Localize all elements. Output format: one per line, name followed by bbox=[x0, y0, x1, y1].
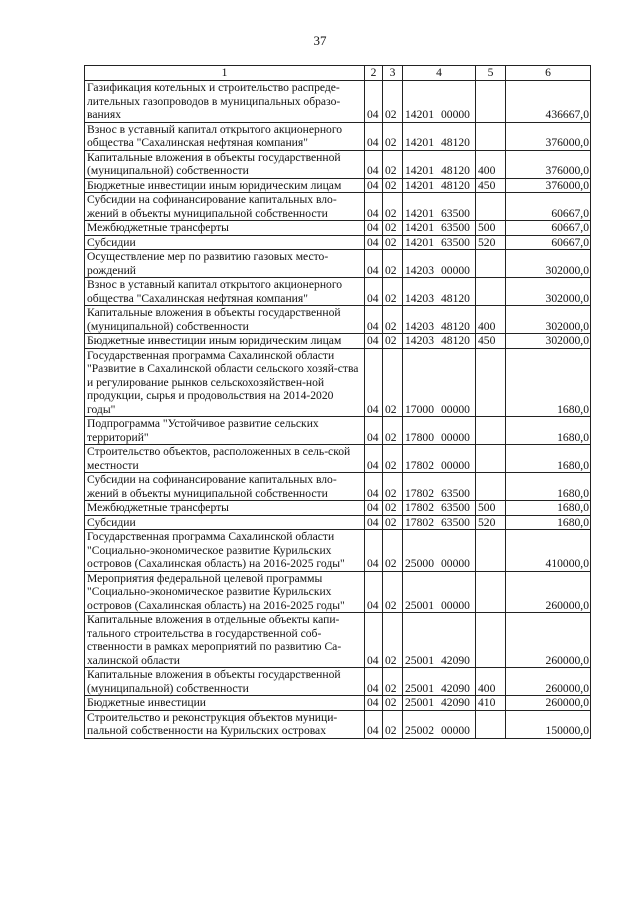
table-row bbox=[85, 613, 591, 668]
row-expense-type bbox=[476, 445, 506, 473]
row-section: 04 bbox=[365, 178, 383, 193]
row-name: Мероприятия федеральной целевой программы "Социально-экономическое развитие Курильских островов (Сахалинская область) на 2016-2025 годы" bbox=[85, 571, 365, 613]
table-row bbox=[85, 193, 591, 221]
row-section: 04 bbox=[365, 530, 383, 572]
table-row bbox=[85, 250, 591, 278]
row-target-article bbox=[403, 278, 476, 306]
row-name: Бюджетные инвестиции bbox=[85, 696, 365, 711]
row-section: 04 bbox=[365, 250, 383, 278]
table-row bbox=[85, 178, 591, 193]
row-subsection: 02 bbox=[383, 348, 403, 417]
table-header-row bbox=[85, 66, 591, 81]
row-subsection: 02 bbox=[383, 710, 403, 738]
row-section: 04 bbox=[365, 417, 383, 445]
target-article-part1: 14203 bbox=[405, 319, 434, 333]
table-row bbox=[85, 278, 591, 306]
row-amount: 302000,0 bbox=[506, 334, 591, 349]
row-amount: 60667,0 bbox=[506, 235, 591, 250]
row-expense-type bbox=[476, 530, 506, 572]
row-expense-type bbox=[476, 613, 506, 668]
table-row bbox=[85, 348, 591, 417]
row-expense-type: 410 bbox=[476, 696, 506, 711]
row-name: Подпрограмма "Устойчивое развитие сельских территорий" bbox=[85, 417, 365, 445]
table-row bbox=[85, 334, 591, 349]
row-name: Государственная программа Сахалинской области "Развитие в Сахалинской области сельского хозяй-ства и регулирование рынков сельскохозяйствен-ной продукции, сырья и продовольствия на 2014-2020 годы" bbox=[85, 348, 365, 417]
row-name: Субсидии на софинансирование капитальных вло-жений в объекты муниципальной собственности bbox=[85, 193, 365, 221]
target-article-part2: 63500 bbox=[440, 206, 470, 220]
row-target-article bbox=[403, 515, 476, 530]
row-name: Газификация котельных и строительство распреде-лительных газопроводов в муниципальных образо-ваниях bbox=[85, 81, 365, 123]
target-article-part2: 00000 bbox=[440, 598, 470, 612]
row-amount: 260000,0 bbox=[506, 668, 591, 696]
row-section: 04 bbox=[365, 571, 383, 613]
table-row bbox=[85, 571, 591, 613]
target-article-part1: 14201 bbox=[405, 221, 434, 234]
row-name: Межбюджетные трансферты bbox=[85, 501, 365, 516]
target-article-part1: 14201 bbox=[405, 164, 434, 177]
row-amount: 1680,0 bbox=[506, 445, 591, 473]
row-section: 04 bbox=[365, 235, 383, 250]
target-article-part1: 25002 bbox=[405, 724, 434, 737]
row-expense-type bbox=[476, 417, 506, 445]
row-section: 04 bbox=[365, 150, 383, 178]
row-target-article bbox=[403, 710, 476, 738]
row-target-article bbox=[403, 122, 476, 150]
row-expense-type bbox=[476, 710, 506, 738]
target-article-part2: 00000 bbox=[440, 458, 470, 472]
row-amount: 302000,0 bbox=[506, 306, 591, 334]
target-article-part2: 00000 bbox=[440, 557, 470, 570]
page-number: 37 bbox=[313, 33, 327, 48]
row-subsection: 02 bbox=[383, 178, 403, 193]
target-article-part1: 14201 bbox=[405, 206, 434, 220]
row-expense-type: 520 bbox=[476, 515, 506, 530]
target-article-part2: 00000 bbox=[440, 724, 470, 737]
table-row bbox=[85, 150, 591, 178]
row-subsection: 02 bbox=[383, 81, 403, 123]
target-article-part2: 00000 bbox=[440, 108, 470, 121]
row-name: Капитальные вложения в отдельные объекты капи-тального строительства в государственной соб-ственности в рамках мероприятий по развитию Са-халинской области bbox=[85, 613, 365, 668]
row-amount: 376000,0 bbox=[506, 178, 591, 193]
row-subsection: 02 bbox=[383, 150, 403, 178]
row-subsection: 02 bbox=[383, 193, 403, 221]
row-section: 04 bbox=[365, 473, 383, 501]
target-article-part1: 14201 bbox=[405, 136, 434, 149]
target-article-part2: 48120 bbox=[440, 291, 470, 305]
target-article-part2: 63500 bbox=[440, 501, 470, 514]
row-target-article bbox=[403, 235, 476, 250]
row-target-article bbox=[403, 571, 476, 613]
row-name: Капитальные вложения в объекты государственной (муниципальной) собственности bbox=[85, 150, 365, 178]
target-article-part2: 63500 bbox=[440, 515, 470, 529]
row-section: 04 bbox=[365, 613, 383, 668]
target-article-part1: 14201 bbox=[405, 108, 434, 121]
row-target-article bbox=[403, 178, 476, 193]
target-article-part2: 48120 bbox=[440, 334, 470, 347]
row-subsection: 02 bbox=[383, 696, 403, 711]
target-article-part2: 42090 bbox=[440, 696, 470, 709]
row-section: 04 bbox=[365, 278, 383, 306]
table-row bbox=[85, 501, 591, 516]
row-name: Взнос в уставный капитал открытого акционерного общества "Сахалинская нефтяная компания" bbox=[85, 122, 365, 150]
target-article-part1: 17802 bbox=[405, 486, 434, 500]
header-col-2: 2 bbox=[365, 66, 383, 81]
row-amount: 260000,0 bbox=[506, 613, 591, 668]
row-subsection: 02 bbox=[383, 571, 403, 613]
target-article-part1: 14203 bbox=[405, 334, 434, 347]
target-article-part2: 42090 bbox=[440, 653, 470, 667]
target-article-part1: 14203 bbox=[405, 263, 434, 277]
row-expense-type: 450 bbox=[476, 178, 506, 193]
target-article-part1: 17000 bbox=[405, 402, 434, 416]
row-expense-type: 500 bbox=[476, 501, 506, 516]
row-target-article bbox=[403, 81, 476, 123]
target-article-part2: 63500 bbox=[440, 221, 470, 234]
row-amount: 260000,0 bbox=[506, 696, 591, 711]
row-expense-type bbox=[476, 122, 506, 150]
row-expense-type: 400 bbox=[476, 668, 506, 696]
row-amount: 1680,0 bbox=[506, 501, 591, 516]
row-subsection: 02 bbox=[383, 445, 403, 473]
row-name: Субсидии bbox=[85, 235, 365, 250]
row-amount: 150000,0 bbox=[506, 710, 591, 738]
row-target-article bbox=[403, 501, 476, 516]
row-amount: 1680,0 bbox=[506, 348, 591, 417]
row-subsection: 02 bbox=[383, 613, 403, 668]
row-target-article bbox=[403, 696, 476, 711]
target-article-part1: 25001 bbox=[405, 696, 434, 709]
row-section: 04 bbox=[365, 696, 383, 711]
row-name: Строительство объектов, расположенных в сель-ской местности bbox=[85, 445, 365, 473]
row-name: Бюджетные инвестиции иным юридическим лицам bbox=[85, 334, 365, 349]
table-row bbox=[85, 122, 591, 150]
row-amount: 436667,0 bbox=[506, 81, 591, 123]
row-subsection: 02 bbox=[383, 250, 403, 278]
row-target-article bbox=[403, 417, 476, 445]
row-target-article bbox=[403, 445, 476, 473]
table-row bbox=[85, 515, 591, 530]
row-amount: 1680,0 bbox=[506, 473, 591, 501]
row-subsection: 02 bbox=[383, 417, 403, 445]
row-subsection: 02 bbox=[383, 306, 403, 334]
table-row bbox=[85, 235, 591, 250]
table-row bbox=[85, 306, 591, 334]
row-expense-type bbox=[476, 278, 506, 306]
target-article-part2: 48120 bbox=[440, 178, 470, 192]
row-section: 04 bbox=[365, 501, 383, 516]
target-article-part2: 00000 bbox=[440, 430, 470, 444]
target-article-part2: 63500 bbox=[440, 235, 470, 249]
target-article-part1: 25001 bbox=[405, 681, 434, 695]
row-section: 04 bbox=[365, 122, 383, 150]
header-col-5: 5 bbox=[476, 66, 506, 81]
row-expense-type bbox=[476, 250, 506, 278]
table-row bbox=[85, 668, 591, 696]
row-subsection: 02 bbox=[383, 668, 403, 696]
table-row bbox=[85, 445, 591, 473]
row-name: Государственная программа Сахалинской области "Социально-экономическое развитие Курильских островов (Сахалинская область) на 2016-2025 годы" bbox=[85, 530, 365, 572]
row-target-article bbox=[403, 193, 476, 221]
row-target-article bbox=[403, 613, 476, 668]
row-name: Субсидии bbox=[85, 515, 365, 530]
row-target-article bbox=[403, 530, 476, 572]
header-col-1: 1 bbox=[85, 66, 365, 81]
row-section: 04 bbox=[365, 193, 383, 221]
row-amount: 60667,0 bbox=[506, 193, 591, 221]
target-article-part1: 25000 bbox=[405, 557, 434, 570]
target-article-part2: 42090 bbox=[440, 681, 470, 695]
row-name: Капитальные вложения в объекты государственной (муниципальной) собственности bbox=[85, 668, 365, 696]
row-section: 04 bbox=[365, 334, 383, 349]
row-name: Взнос в уставный капитал открытого акционерного общества "Сахалинская нефтяная компания" bbox=[85, 278, 365, 306]
target-article-part2: 00000 bbox=[440, 263, 470, 277]
row-name: Межбюджетные трансферты bbox=[85, 221, 365, 236]
header-col-4: 4 bbox=[403, 66, 476, 81]
table-row bbox=[85, 530, 591, 572]
target-article-part1: 14203 bbox=[405, 291, 434, 305]
target-article-part1: 25001 bbox=[405, 598, 434, 612]
row-amount: 410000,0 bbox=[506, 530, 591, 572]
row-subsection: 02 bbox=[383, 122, 403, 150]
table-body bbox=[85, 81, 591, 739]
table-row bbox=[85, 696, 591, 711]
row-section: 04 bbox=[365, 81, 383, 123]
row-expense-type: 520 bbox=[476, 235, 506, 250]
row-target-article bbox=[403, 306, 476, 334]
table-row bbox=[85, 710, 591, 738]
row-expense-type bbox=[476, 81, 506, 123]
header-col-3: 3 bbox=[383, 66, 403, 81]
table-row bbox=[85, 81, 591, 123]
target-article-part1: 14201 bbox=[405, 178, 434, 192]
row-target-article bbox=[403, 150, 476, 178]
row-subsection: 02 bbox=[383, 334, 403, 349]
target-article-part1: 17800 bbox=[405, 430, 434, 444]
target-article-part2: 48120 bbox=[440, 164, 470, 177]
row-target-article bbox=[403, 348, 476, 417]
budget-table bbox=[84, 65, 591, 739]
row-target-article bbox=[403, 473, 476, 501]
row-section: 04 bbox=[365, 668, 383, 696]
row-expense-type: 400 bbox=[476, 306, 506, 334]
row-expense-type: 400 bbox=[476, 150, 506, 178]
row-expense-type: 450 bbox=[476, 334, 506, 349]
row-amount: 60667,0 bbox=[506, 221, 591, 236]
row-section: 04 bbox=[365, 445, 383, 473]
target-article-part1: 17802 bbox=[405, 515, 434, 529]
row-expense-type: 500 bbox=[476, 221, 506, 236]
row-name: Бюджетные инвестиции иным юридическим лицам bbox=[85, 178, 365, 193]
row-subsection: 02 bbox=[383, 221, 403, 236]
row-expense-type bbox=[476, 473, 506, 501]
row-target-article bbox=[403, 668, 476, 696]
row-amount: 260000,0 bbox=[506, 571, 591, 613]
row-name: Осуществление мер по развитию газовых место-рождений bbox=[85, 250, 365, 278]
row-expense-type bbox=[476, 348, 506, 417]
row-target-article bbox=[403, 221, 476, 236]
table-row bbox=[85, 473, 591, 501]
row-subsection: 02 bbox=[383, 473, 403, 501]
target-article-part1: 25001 bbox=[405, 653, 434, 667]
row-name: Строительство и реконструкция объектов муници-пальной собственности на Курильских островах bbox=[85, 710, 365, 738]
target-article-part2: 63500 bbox=[440, 486, 470, 500]
row-amount: 376000,0 bbox=[506, 150, 591, 178]
row-section: 04 bbox=[365, 306, 383, 334]
row-amount: 1680,0 bbox=[506, 417, 591, 445]
target-article-part2: 48120 bbox=[440, 136, 470, 149]
row-target-article bbox=[403, 250, 476, 278]
header-col-6: 6 bbox=[506, 66, 591, 81]
row-amount: 376000,0 bbox=[506, 122, 591, 150]
target-article-part1: 17802 bbox=[405, 458, 434, 472]
target-article-part1: 17802 bbox=[405, 501, 434, 514]
row-expense-type bbox=[476, 193, 506, 221]
table-row bbox=[85, 417, 591, 445]
row-amount: 1680,0 bbox=[506, 515, 591, 530]
target-article-part2: 48120 bbox=[440, 319, 470, 333]
row-name: Субсидии на софинансирование капитальных вло-жений в объекты муниципальной собственности bbox=[85, 473, 365, 501]
row-amount: 302000,0 bbox=[506, 250, 591, 278]
row-section: 04 bbox=[365, 515, 383, 530]
row-section: 04 bbox=[365, 221, 383, 236]
target-article-part2: 00000 bbox=[440, 402, 470, 416]
row-subsection: 02 bbox=[383, 530, 403, 572]
row-subsection: 02 bbox=[383, 235, 403, 250]
row-subsection: 02 bbox=[383, 278, 403, 306]
row-target-article bbox=[403, 334, 476, 349]
target-article-part1: 14201 bbox=[405, 235, 434, 249]
row-subsection: 02 bbox=[383, 515, 403, 530]
row-expense-type bbox=[476, 571, 506, 613]
row-subsection: 02 bbox=[383, 501, 403, 516]
row-amount: 302000,0 bbox=[506, 278, 591, 306]
row-section: 04 bbox=[365, 348, 383, 417]
row-section: 04 bbox=[365, 710, 383, 738]
table-row bbox=[85, 221, 591, 236]
row-name: Капитальные вложения в объекты государственной (муниципальной) собственности bbox=[85, 306, 365, 334]
